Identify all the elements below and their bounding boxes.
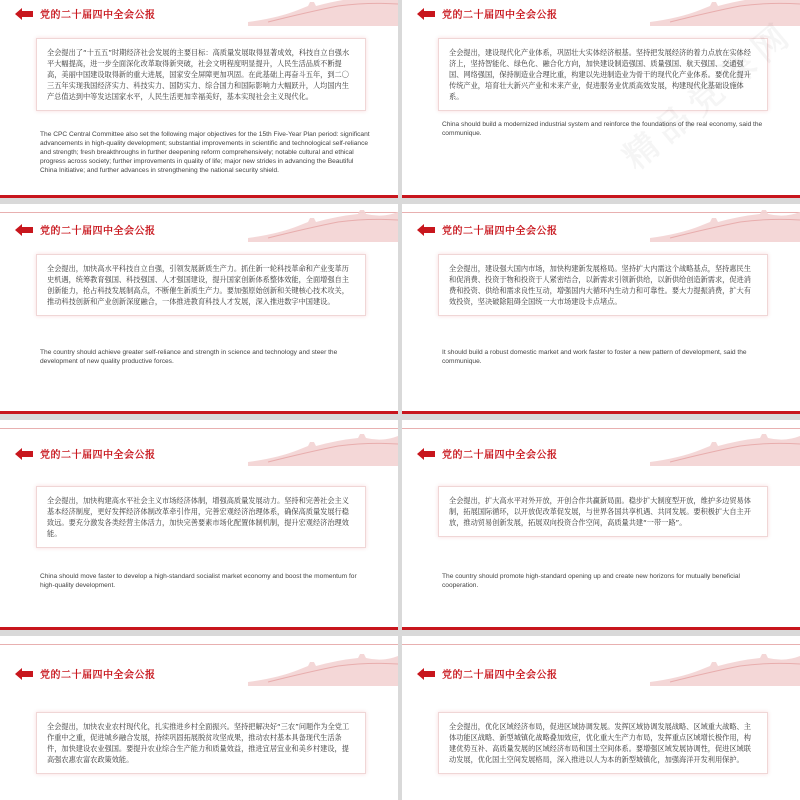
english-paragraph: The country should achieve greater self-reliance and strength in science and technology and steer the development of new quality productive forces. xyxy=(40,349,338,365)
header-title: 党的二十届四中全会公报 xyxy=(442,450,558,461)
slide-1[interactable] xyxy=(0,0,398,198)
bottom-red-bar xyxy=(402,195,800,198)
bottom-red-bar xyxy=(0,411,398,414)
great-wall-icon xyxy=(248,0,398,26)
slide-header xyxy=(402,218,800,242)
party-emblem-icon xyxy=(14,447,34,461)
english-paragraph: China should build a modernized industrial system and reinforce the foundations of the real economy, said the communique. xyxy=(442,121,763,137)
top-divider xyxy=(0,428,398,429)
chinese-paragraph-box: 全会提出，建设现代化产业体系，巩固壮大实体经济根基。坚持把发展经济的着力点放在实体经济上，坚持智能化、绿色化、融合化方向，加快建设制造强国、质量强国、航天强国、交通强国、网络强国，保持制造业合理比重，构建以先进制造业为骨干的现代化产业体系。要优化提升传统产业，培育壮大新兴产业和未来产业，促进服务业优质高效发展，构建现代化基础设施体系。 xyxy=(438,38,768,111)
great-wall-icon xyxy=(650,0,800,26)
bottom-red-bar xyxy=(0,195,398,198)
header-title: 党的二十届四中全会公报 xyxy=(442,226,558,237)
english-paragraph: It should build a robust domestic market and work faster to foster a new pattern of development, said the communique. xyxy=(442,349,747,365)
bottom-red-bar xyxy=(0,627,398,630)
great-wall-icon xyxy=(248,432,398,466)
top-divider xyxy=(402,644,800,645)
party-emblem-icon xyxy=(14,223,34,237)
slide-6[interactable] xyxy=(402,420,800,630)
slide-3[interactable] xyxy=(0,204,398,414)
great-wall-icon xyxy=(650,432,800,466)
great-wall-icon xyxy=(248,208,398,242)
slide-2[interactable] xyxy=(402,0,800,198)
header-title: 党的二十届四中全会公报 xyxy=(442,670,558,681)
slide-8[interactable] xyxy=(402,636,800,800)
chinese-paragraph-box: 全会提出了“十五五”时期经济社会发展的主要目标：高质量发展取得显著成效，科技自立自强水平大幅提高，进一步全面深化改革取得新突破，社会文明程度明显提升，人民生活品质不断提高，美丽中国建设取得新的重大进展，国家安全屏障更加巩固。在此基础上再奋斗五年，到二〇三五年实现我国经济实力、科技实力、国防实力、综合国力和国际影响力大幅跃升，人均国内生产总值达到中等发达国家水平，人民生活更加幸福美好，基本实现社会主义现代化。 xyxy=(36,38,366,111)
great-wall-icon xyxy=(650,208,800,242)
party-emblem-icon xyxy=(14,7,34,21)
slide-header xyxy=(0,2,398,26)
english-paragraph: China should move faster to develop a high-standard socialist market economy and boost the momentum for high-quality development. xyxy=(40,573,357,589)
slide-5[interactable] xyxy=(0,420,398,630)
header-title: 党的二十届四中全会公报 xyxy=(442,10,558,21)
header-title: 党的二十届四中全会公报 xyxy=(40,670,156,681)
party-emblem-icon xyxy=(416,7,436,21)
chinese-paragraph-box: 全会提出，建设强大国内市场，加快构建新发展格局。坚持扩大内需这个战略基点，坚持惠民生和促消费、投资于物和投资于人紧密结合，以新需求引领新供给，以新供给创造新需求，促进消费和投资、供给和需求良性互动，增强国内大循环内生动力和可靠性。要大力提振消费，扩大有效投资，坚决破除阻碍全国统一大市场建设卡点堵点。 xyxy=(438,254,768,316)
party-emblem-icon xyxy=(416,223,436,237)
slide-4[interactable] xyxy=(402,204,800,414)
slide-header xyxy=(402,662,800,686)
slide-header xyxy=(0,218,398,242)
english-paragraph: The country should promote high-standard opening up and create new horizons for mutually beneficial cooperation. xyxy=(442,573,740,589)
slide-header xyxy=(0,442,398,466)
top-divider xyxy=(402,428,800,429)
chinese-paragraph-box: 全会提出，加快构建高水平社会主义市场经济体制，增强高质量发展动力。坚持和完善社会主义基本经济制度，更好发挥经济体制改革牵引作用，完善宏观经济治理体系，确保高质量发展行稳致远。要充分激发各类经营主体活力，加快完善要素市场化配置体制机制，提升宏观经济治理效能。 xyxy=(36,486,366,548)
header-title: 党的二十届四中全会公报 xyxy=(40,10,156,21)
header-title: 党的二十届四中全会公报 xyxy=(40,226,156,237)
great-wall-icon xyxy=(650,652,800,686)
chinese-paragraph-box: 全会提出，加快农业农村现代化，扎实推进乡村全面振兴。坚持把解决好“三农”问题作为全党工作重中之重，促进城乡融合发展，持续巩固拓展脱贫攻坚成果，推动农村基本具备现代生活条件，加快建设农业强国。要提升农业综合生产能力和质量效益，推进宜居宜业和美乡村建设，提高强农惠农富农政策效能。 xyxy=(36,712,366,774)
bottom-red-bar xyxy=(402,627,800,630)
slide-7[interactable] xyxy=(0,636,398,800)
chinese-paragraph-box: 全会提出，优化区域经济布局，促进区域协调发展。发挥区域协调发展战略、区域重大战略、主体功能区战略、新型城镇化战略叠加效应，优化重大生产力布局，发挥重点区域增长极作用，构建优势互补、高质量发展的区域经济布局和国土空间体系。要增强区域发展协调性，促进区域联动发展，优化国土空间发展格局，深入推进以人为本的新型城镇化，加强海洋开发利用保护。 xyxy=(438,712,768,774)
slide-header xyxy=(0,662,398,686)
slide-header xyxy=(402,442,800,466)
party-emblem-icon xyxy=(14,667,34,681)
bottom-red-bar xyxy=(402,411,800,414)
header-title: 党的二十届四中全会公报 xyxy=(40,450,156,461)
english-paragraph: The CPC Central Committee also set the following major objectives for the 15th Five-Year Plan period: significant advancements in high-quality development; substantial improvements in scientific and technological self-reliance and strength; fresh breakthroughs in further deepening reform comprehensively; notable cultural and ethical progress across society; further improvements in quality of life; major new strides in advancing the Beautiful China Initiative; and further advances in strengthening the national security shield. xyxy=(40,131,370,174)
chinese-paragraph-box: 全会提出，加快高水平科技自立自强，引领发展新质生产力。抓住新一轮科技革命和产业变革历史机遇，统筹教育强国、科技强国、人才强国建设，提升国家创新体系整体效能，全面增强自主创新能力，抢占科技发展制高点，不断催生新质生产力。要加强原始创新和关键核心技术攻关，推动科技创新和产业创新深度融合，一体推进教育科技人才发展，深入推进数字中国建设。 xyxy=(36,254,366,316)
party-emblem-icon xyxy=(416,667,436,681)
great-wall-icon xyxy=(248,652,398,686)
slide-header xyxy=(402,2,800,26)
chinese-paragraph-box: 全会提出，扩大高水平对外开放，开创合作共赢新局面。稳步扩大制度型开放，维护多边贸易体制，拓展国际循环，以开放促改革促发展，与世界各国共享机遇、共同发展。要积极扩大自主开放，推动贸易创新发展，拓展双向投资合作空间，高质量共建“一带一路”。 xyxy=(438,486,768,537)
party-emblem-icon xyxy=(416,447,436,461)
top-divider xyxy=(0,644,398,645)
